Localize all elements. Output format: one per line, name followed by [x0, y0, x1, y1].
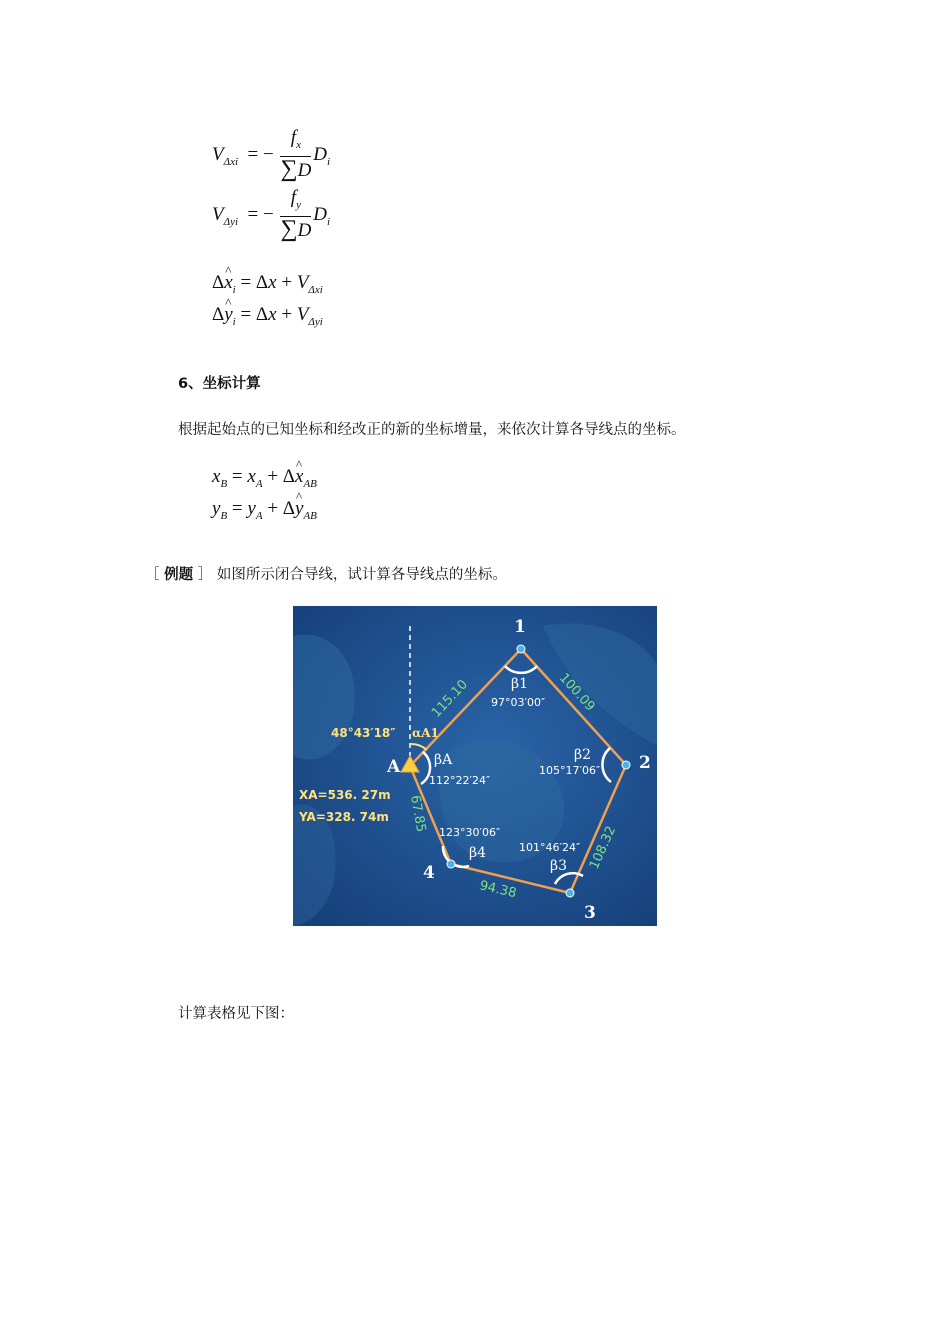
point-label-4: 4 [423, 863, 435, 883]
distance-4-a: 67.85 [407, 794, 429, 834]
known-x-coordinate: XA=536. 27m [299, 788, 391, 802]
point-label-3: 3 [584, 903, 596, 923]
angle-value-3: 101°46′24″ [519, 841, 581, 854]
angle-value-a: 112°22′24″ [429, 774, 491, 787]
formula-dy-hat: Δ^ $y_i = \Delta x + V_{\Delta yi}$ [212, 304, 323, 328]
distance-a-1: 115.10 [428, 677, 471, 721]
point-label-a: A [387, 757, 401, 777]
point-label-2: 2 [639, 753, 651, 773]
distance-1-2: 100.09 [556, 670, 598, 715]
section-paragraph: 根据起始点的已知坐标和经改正的新的坐标增量，来依次计算各导线点的坐标。 [178, 422, 686, 438]
formula-dx-hat: Δ^ $x_i = \Delta x + V_{\Delta xi}$ [212, 272, 323, 296]
formula-yb: $y_B = y_A$ + Δ^ $y_{AB}$ [212, 498, 317, 522]
station-marker-2 [622, 761, 630, 769]
formula-v-dx: $V_{\Delta xi}$ = − $\frac{f_x}{\sum D}$ $D_i$ [212, 127, 331, 182]
azimuth-value: 48°43′18″ [331, 726, 396, 740]
station-marker-3 [566, 889, 574, 897]
point-label-1: 1 [514, 617, 526, 637]
table-caption: 计算表格见下图： [178, 1006, 294, 1022]
distance-2-3: 108.32 [586, 823, 620, 872]
section-title: 6、坐标计算 [178, 376, 261, 392]
beta-label-3: β3 [550, 858, 568, 874]
fraction: $\frac{f_x}{\sum D}$ [280, 127, 312, 182]
formula-xb: $x_B = x_A$ + Δ^ $x_{AB}$ [212, 466, 317, 490]
bracket-open: ［ [145, 567, 160, 583]
azimuth-label: αA1 [412, 726, 439, 740]
example-line [145, 563, 507, 584]
beta-label-1: β1 [511, 676, 529, 692]
traverse-figure [293, 606, 657, 926]
angle-value-2: 105°17′06″ [539, 764, 601, 777]
example-text: 如图所示闭合导线，试计算各导线点的坐标。 [216, 567, 507, 583]
bracket-close: ］ [197, 567, 213, 583]
station-marker-4 [447, 860, 455, 868]
station-marker-1 [517, 645, 525, 653]
beta-label-4: β4 [469, 845, 487, 861]
fraction: $\frac{f_y}{\sum D}$ [280, 187, 312, 242]
distance-3-4: 94.38 [478, 878, 518, 902]
beta-label-2: β2 [574, 747, 592, 763]
beta-label-a: βA [434, 752, 453, 768]
formula-v-dy: $V_{\Delta yi}$ = − $\frac{f_y}{\sum D}$ $D_i$ [212, 187, 331, 242]
angle-value-4: 123°30′06″ [439, 826, 501, 839]
angle-value-1: 97°03′00″ [491, 696, 546, 709]
known-y-coordinate: YA=328. 74m [299, 810, 389, 824]
example-label: 例题 [164, 567, 194, 583]
